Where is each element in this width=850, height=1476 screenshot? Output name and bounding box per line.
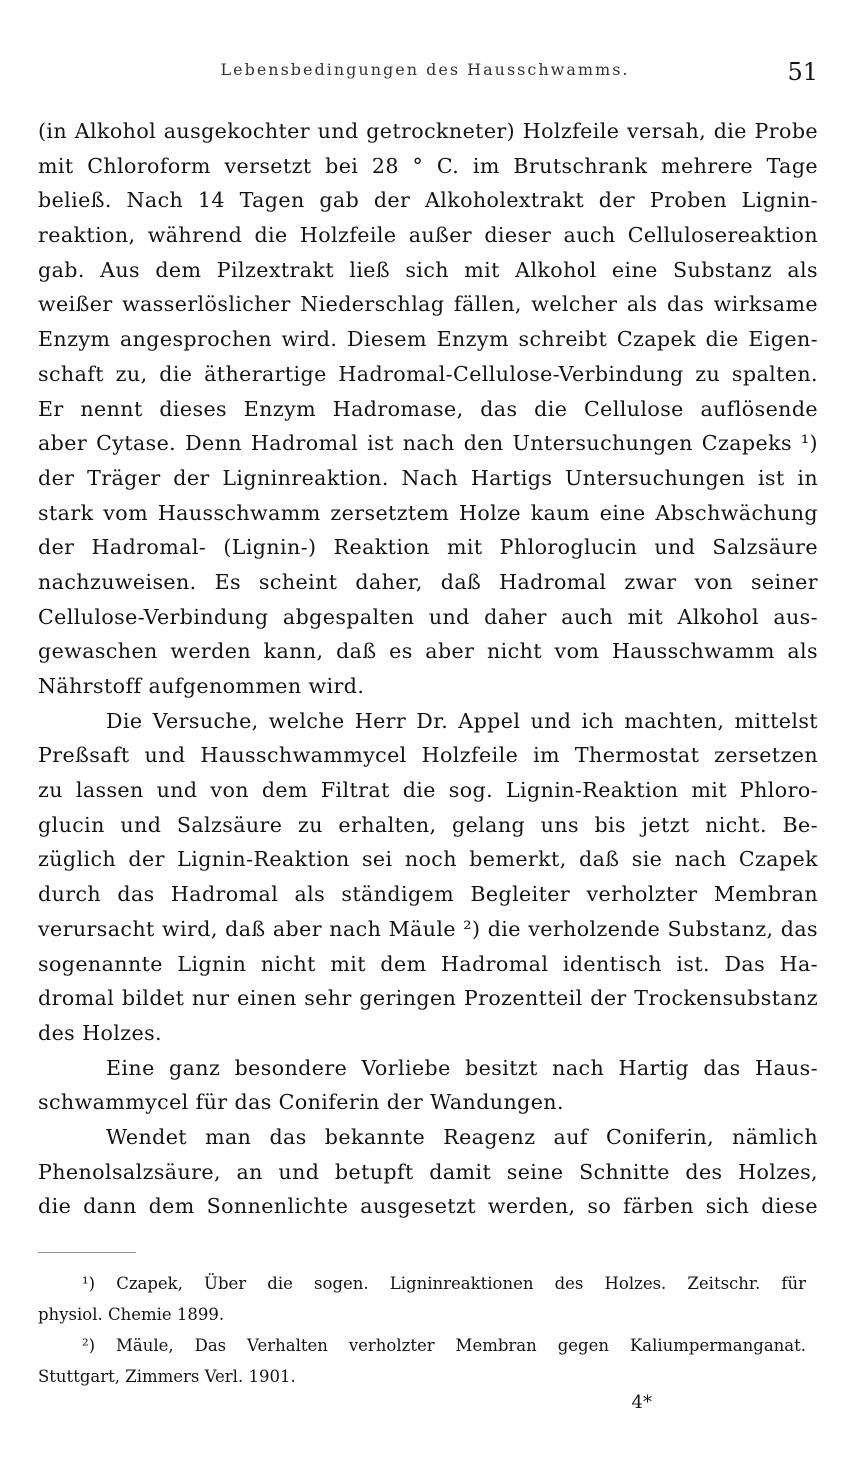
text-line: (in Alkohol ausgekochter und getrockneter) Holzfeile versah, die Probe [38, 119, 818, 143]
text-line: glucin und Salzsäure zu erhalten, gelang uns bis jetzt nicht. Be- [38, 812, 818, 837]
text-line: die dann dem Sonnenlichte ausgesetzt werden, so färben sich diese [38, 1194, 818, 1219]
running-title: Lebensbedingungen des Hausschwamms. [220, 60, 630, 79]
text-line: züglich der Lignin-Reaktion sei noch bemerkt, daß sie nach Czapek [38, 847, 818, 872]
page-number: 51 [787, 58, 818, 86]
text-line: schwammycel für das Coniferin der Wandungen. [38, 1090, 564, 1115]
running-head [0, 58, 850, 88]
text-line: dromal bildet nur einen sehr geringen Prozentteil der Trockensubstanz [38, 986, 818, 1011]
text-line: verursacht wird, daß aber nach Mäule ²) die verholzende Substanz, das [38, 916, 818, 941]
text-line: zu lassen und von dem Filtrat die sog. Lignin-Reaktion mit Phloro- [38, 778, 818, 803]
paragraph-start-line: Die Versuche, welche Herr Dr. Appel und ich machten, mittelst [106, 708, 818, 733]
footnote-line: Stuttgart, Zimmers Verl. 1901. [38, 1367, 296, 1386]
footnote-line: physiol. Chemie 1899. [38, 1305, 225, 1324]
text-line: weißer wasserlöslicher Niederschlag fällen, welcher als das wirksame [38, 292, 818, 317]
text-line: reaktion, während die Holzfeile außer dieser auch Cellulosereaktion [38, 223, 818, 248]
text-line: nachzuweisen. Es scheint daher, daß Hadromal zwar von seiner [38, 569, 818, 594]
text-line: schaft zu, die ätherartige Hadromal-Cellulose-Verbindung zu spalten. [38, 361, 818, 386]
text-line: gewaschen werden kann, daß es aber nicht vom Hausschwamm als [38, 639, 818, 664]
text-line: der Hadromal- (Lignin-) Reaktion mit Phloroglucin und Salzsäure [38, 535, 818, 560]
text-line: der Träger der Ligninreaktion. Nach Hartigs Untersuchungen ist in [38, 465, 818, 490]
text-line: des Holzes. [38, 1020, 162, 1045]
paragraph-start-line: Eine ganz besondere Vorliebe besitzt nach Hartig das Haus- [106, 1055, 818, 1080]
text-line: Nährstoff aufgenommen wird. [38, 674, 365, 698]
text-line: Er nennt dieses Enzym Hadromase, das die Cellulose auflösende [38, 396, 818, 421]
text-line: Enzym angesprochen wird. Diesem Enzym schreibt Czapek die Eigen- [38, 327, 818, 352]
text-line: Preßsaft und Hausschwammycel Holzfeile im Thermostat zersetzen [38, 743, 818, 768]
text-line: Cellulose-Verbindung abgespalten und daher auch mit Alkohol aus- [38, 604, 818, 629]
footnote-line: ¹) Czapek, Über die sogen. Ligninreaktionen des Holzes. Zeitschr. für [82, 1274, 806, 1293]
footnote-divider [38, 1252, 136, 1253]
text-line: Phenolsalzsäure, an und betupft damit seine Schnitte des Holzes, [38, 1159, 818, 1184]
text-line: durch das Hadromal als ständigem Begleiter verholzter Membran [38, 882, 818, 907]
footnotes [38, 1268, 806, 1392]
signature-mark: 4* [631, 1392, 652, 1413]
text-line: mit Chloroform versetzt bei 28 ° C. im Brutschrank mehrere Tage [38, 153, 818, 178]
text-line: stark vom Hausschwamm zersetztem Holze kaum eine Abschwächung [38, 500, 818, 525]
text-line: sogenannte Lignin nicht mit dem Hadromal identisch ist. Das Ha- [38, 951, 818, 976]
text-line: aber Cytase. Denn Hadromal ist nach den Untersuchungen Czapeks ¹) [38, 431, 818, 456]
body-text [38, 114, 818, 1224]
paragraph-start-line: Wendet man das bekannte Reagenz auf Coniferin, nämlich [106, 1124, 818, 1149]
text-line: beließ. Nach 14 Tagen gab der Alkoholextrakt der Proben Lignin- [38, 188, 818, 213]
footnote-line: ²) Mäule, Das Verhalten verholzter Membran gegen Kaliumpermanganat. [82, 1336, 806, 1355]
text-line: gab. Aus dem Pilzextrakt ließ sich mit Alkohol eine Substanz als [38, 257, 818, 282]
